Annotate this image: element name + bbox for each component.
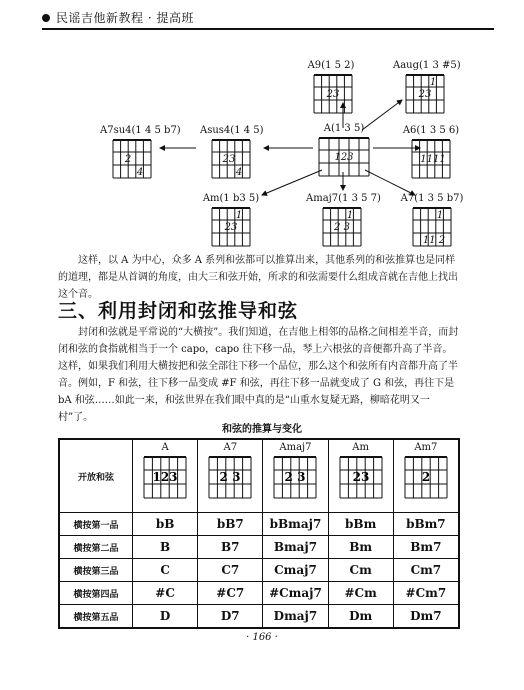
table-row: [59, 582, 459, 605]
open-chord-cell: [393, 439, 459, 513]
chord-cell: bBmaj7: [263, 513, 328, 536]
chord-cell: B: [133, 536, 198, 559]
fretboard-icon: [322, 207, 362, 249]
fretboard-icon: [412, 207, 452, 249]
finger-numbers: 2: [124, 154, 132, 165]
chord-asus4: [200, 125, 262, 180]
open-chord-cell: [198, 439, 263, 513]
finger-numbers: 1: [429, 77, 437, 88]
fretboard-icon: [405, 74, 445, 116]
table-header-row: [59, 439, 459, 513]
finger-numbers: 2 3: [219, 470, 241, 484]
finger-numbers: 2 3: [334, 222, 350, 233]
row-label: 横按第二品: [59, 536, 133, 559]
row-label: 横按第五品: [59, 605, 133, 629]
chord-cell: Cmaj7: [263, 559, 328, 582]
finger-numbers: 123: [152, 470, 178, 484]
finger-numbers: 4: [136, 167, 144, 178]
chord-a-center: [318, 123, 370, 183]
finger-numbers: 23: [326, 89, 340, 100]
chord-cell: #Cm7: [393, 582, 459, 605]
row-label: 横按第三品: [59, 559, 133, 582]
chord-cell: C: [133, 559, 198, 582]
chord-name: A6(1 3 5 6): [402, 125, 460, 136]
chord-cell: bB: [133, 513, 198, 536]
chord-cell: Dmaj7: [263, 605, 328, 629]
chord-name: Asus4(1 4 5): [200, 125, 264, 136]
book-title: 民谣吉他新教程 · 提高班: [56, 11, 194, 25]
chord-cell: Bmaj7: [263, 536, 328, 559]
finger-numbers: 1: [436, 210, 444, 221]
chord-cell: bB7: [198, 513, 263, 536]
header-label: 开放和弦: [59, 439, 133, 513]
chord-cell: C7: [198, 559, 263, 582]
fretboard-icon: [313, 74, 353, 116]
chord-cell: #Cm: [328, 582, 393, 605]
chord-cell: Cm7: [393, 559, 459, 582]
chord-name: A7: [223, 442, 238, 453]
chord-name: Amaj7: [279, 442, 312, 453]
chord-aaug: [393, 60, 461, 115]
finger-numbers: 2 3: [285, 470, 306, 484]
chord-cell: D: [133, 605, 198, 629]
chord-name: Am: [352, 442, 370, 453]
chord-name: A(1 3 5): [323, 123, 365, 134]
fretboard-icon: [143, 456, 187, 502]
finger-numbers: 23: [222, 154, 236, 165]
chord-a6: [400, 125, 462, 180]
open-chord-cell: [133, 439, 198, 513]
chord-table: [58, 438, 460, 629]
chord-name: Aaug(1 3 #5): [393, 60, 461, 71]
chord-cell: bBm: [328, 513, 393, 536]
chord-cell: #C: [133, 582, 198, 605]
chord-name: A9(1 5 2): [307, 60, 355, 71]
chord-name: A: [161, 442, 169, 453]
fretboard-icon: [339, 456, 383, 502]
paragraph-intro: 这样，以 A 为中心，众多 A 系列和弦都可以推算出来，其他系列的和弦推算也是同样的道理，都是从首调的角度，由大三和弦开始，所求的和弦需要什么组成音就在吉他上找出这个音。: [58, 255, 458, 300]
chord-cell: #Cmaj7: [263, 582, 328, 605]
open-chord-cell: [328, 439, 393, 513]
finger-numbers: 4: [235, 167, 243, 178]
finger-numbers: 1111: [420, 154, 446, 165]
finger-numbers: 1: [346, 210, 354, 221]
chord-cell: D7: [198, 605, 263, 629]
chord-name: Am(1 b3 5): [202, 193, 260, 204]
open-chord-cell: [263, 439, 328, 513]
fretboard-icon: [273, 456, 317, 502]
chord-name: Amaj7(1 3 5 7): [306, 193, 381, 204]
chord-name: A7(1 3 5 b7): [400, 193, 464, 204]
chord-cell: Bm7: [393, 536, 459, 559]
page-number: · 166 ·: [246, 632, 278, 643]
chord-a7sus4: [100, 125, 181, 180]
section-title: 三、利用封闭和弦推导和弦: [58, 300, 299, 322]
finger-numbers: 11 2: [422, 235, 446, 246]
fretboard-icon: [411, 139, 451, 181]
table-row: [59, 513, 459, 536]
chord-cell: Dm: [328, 605, 393, 629]
fretboard-icon: [211, 139, 251, 181]
chord-cell: Dm7: [393, 605, 459, 629]
row-label: 横按第四品: [59, 582, 133, 605]
finger-numbers: 2: [421, 470, 431, 484]
chord-cell: bBm7: [393, 513, 459, 536]
finger-numbers: 23: [418, 89, 432, 100]
chord-cell: B7: [198, 536, 263, 559]
chord-a9: [305, 60, 357, 115]
finger-numbers: 23: [224, 222, 238, 233]
chord-cell: Bm: [328, 536, 393, 559]
chord-am: [200, 193, 262, 248]
finger-numbers: 23: [352, 470, 370, 484]
chord-name: A7su4(1 4 5 b7): [100, 125, 181, 136]
chord-name: Am7: [414, 442, 438, 453]
table-row: [59, 559, 459, 582]
table-row: [59, 605, 459, 629]
chord-cell: #C7: [198, 582, 263, 605]
row-label: 横按第一品: [59, 513, 133, 536]
chord-cell: Cm: [328, 559, 393, 582]
table-row: [59, 536, 459, 559]
chord-a7: [398, 193, 466, 248]
table-title: 和弦的推算与变化: [222, 424, 302, 435]
fretboard-icon: [208, 456, 252, 502]
fretboard-icon: [112, 139, 152, 181]
finger-numbers: 1: [235, 210, 243, 221]
fretboard-icon: [404, 456, 448, 502]
finger-numbers: 123: [334, 152, 354, 163]
fretboard-icon: [318, 137, 370, 179]
chord-amaj7: [306, 193, 381, 248]
paragraph-barre: 封闭和弦就是平常说的“大横按”。我们知道，在吉他上相邻的品格之间相差半音，而封闭和弦的食指就相当于一个 capo，capo 往下移一品，琴上六根弦的音便都升高了半音。这样，如果我们利用大横按把和弦全部往下移一个品位，那么这个和弦所有内音都升高了半音。例如，F 和弦，往下移一品变成 #F 和弦，再往下移一品就变成了 G 和弦，再往下是 bA 和弦……如此一来，和弦世界在我们眼中真的是“山重水复疑无路，柳暗花明又一村”了。: [58, 327, 459, 423]
fretboard-icon: [211, 207, 251, 249]
